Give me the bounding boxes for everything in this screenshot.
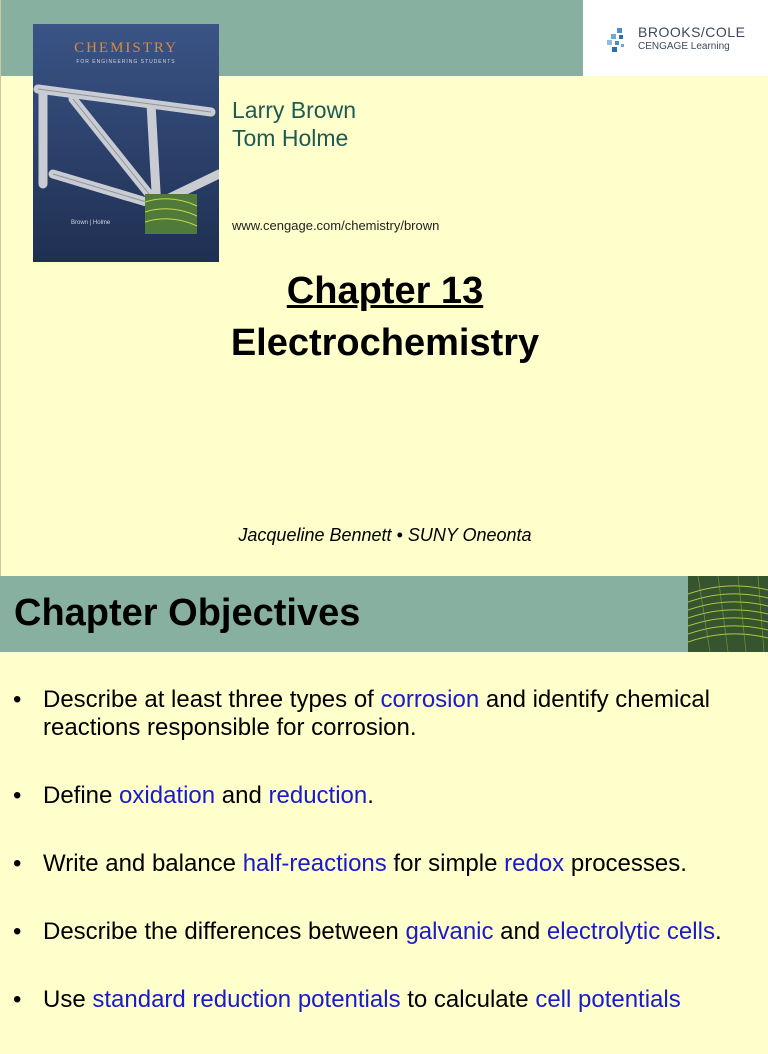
cengage-dots-icon	[605, 26, 633, 54]
bullet-icon: •	[13, 986, 22, 1013]
publisher-logo	[583, 0, 768, 76]
cover-title: CHEMISTRY	[74, 40, 178, 56]
bullet-icon: •	[13, 782, 22, 809]
book-website-url[interactable]: www.cengage.com/chemistry/brown	[232, 218, 440, 233]
logo-brooks-cole: BROOKS/COLE	[638, 24, 746, 40]
keyword-term: redox	[504, 850, 565, 877]
book-cover-image	[33, 24, 219, 262]
objective-text: processes.	[564, 850, 687, 877]
keyword-term: half-reactions	[242, 850, 387, 877]
chapter-subtitle: Electrochemistry	[230, 322, 540, 364]
objective-item	[0, 782, 768, 810]
objective-item	[0, 918, 768, 946]
keyword-term: oxidation	[119, 782, 216, 809]
keyword-term: reduction	[268, 782, 368, 809]
bullet-icon: •	[13, 918, 22, 945]
objectives-title: Chapter Objectives	[14, 592, 361, 634]
cover-authors: Brown | Holme	[71, 220, 111, 226]
keyword-term: electrolytic cells	[546, 918, 715, 945]
objective-text: Use	[43, 986, 93, 1013]
objective-text: Describe at least three types of	[43, 686, 381, 713]
objectives-slide	[0, 576, 768, 1024]
objective-text: and	[215, 782, 269, 809]
keyword-term: cell potentials	[535, 986, 681, 1013]
author-names	[232, 96, 356, 152]
keyword-term: corrosion	[380, 686, 480, 713]
keyword-term: standard reduction potentials	[92, 986, 401, 1013]
author-2: Tom Holme	[232, 125, 349, 151]
objective-text: and identify chemical reactions responsible for corrosion.	[43, 686, 711, 741]
objective-text: .	[367, 782, 374, 809]
bullet-icon: •	[13, 850, 22, 877]
objective-text: Define	[43, 782, 120, 809]
author-1: Larry Brown	[232, 97, 356, 123]
objective-text: to calculate	[400, 986, 536, 1013]
objective-text: .	[714, 918, 722, 945]
objective-text: and	[493, 918, 547, 945]
bullet-icon: •	[13, 686, 22, 713]
mesh-thumbnail-image	[688, 576, 768, 652]
objective-item	[0, 850, 768, 878]
objectives-header	[0, 576, 768, 652]
objective-text: Describe the differences between	[43, 918, 406, 945]
objectives-list	[0, 686, 768, 1054]
objective-text: for simple	[386, 850, 505, 877]
chapter-title: Chapter 13	[286, 270, 484, 312]
keyword-term: galvanic	[405, 918, 494, 945]
objective-text: Write and balance	[43, 850, 243, 877]
objective-item	[0, 686, 768, 742]
logo-cengage: CENGAGE Learning	[638, 41, 730, 52]
presenter-credit: Jacqueline Bennett • SUNY Oneonta	[238, 525, 532, 545]
cover-subtitle: FOR ENGINEERING STUDENTS	[76, 59, 176, 65]
objective-item	[0, 986, 768, 1014]
